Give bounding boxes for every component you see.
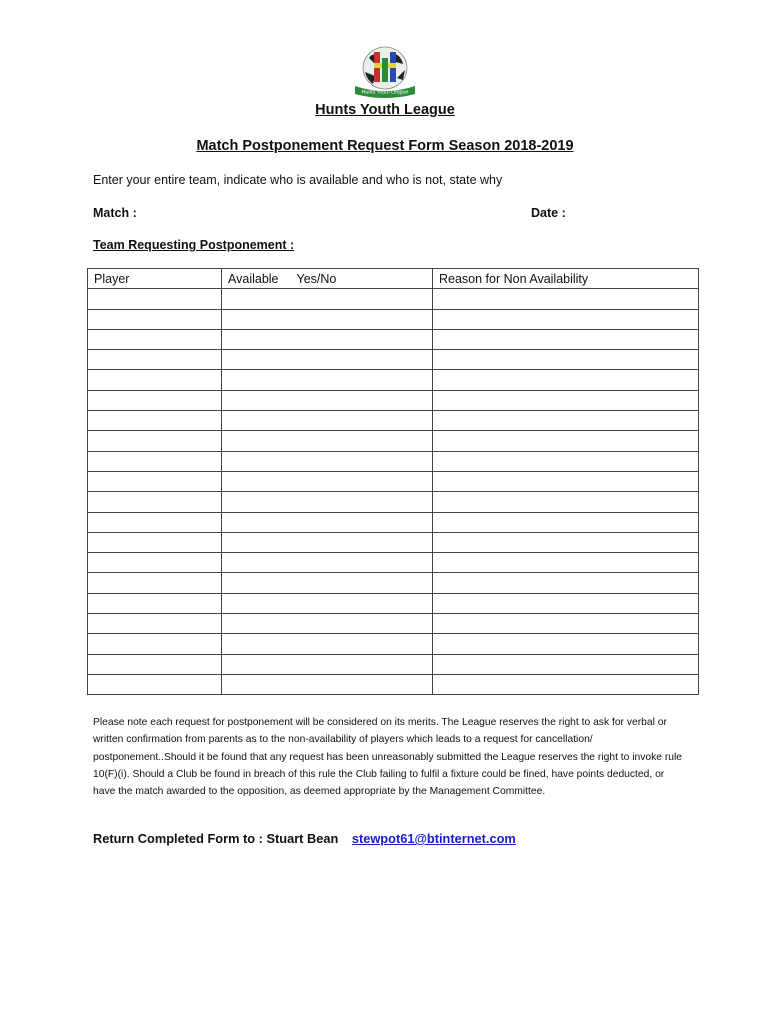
available-cell[interactable] (222, 309, 433, 329)
reason-cell[interactable] (433, 370, 699, 390)
table-row (88, 370, 699, 390)
player-cell[interactable] (88, 471, 222, 491)
player-cell[interactable] (88, 553, 222, 573)
available-cell[interactable] (222, 431, 433, 451)
table-row (88, 532, 699, 552)
available-cell[interactable] (222, 390, 433, 410)
player-cell[interactable] (88, 492, 222, 512)
yes-no-header-label: Yes/No (296, 271, 337, 286)
reason-cell[interactable] (433, 654, 699, 674)
available-cell[interactable] (222, 512, 433, 532)
available-cell[interactable] (222, 471, 433, 491)
postponement-note: Please note each request for postponement will be considered on its merits. The League reserves the right to ask for verbal or written confirmation from parents as to the non-availability of players which leads to a request for cancellation/ postponement..Should it be found that any request has been unreasonably submitted the League reserves the right to invoke rule 10(F)(i). Should a Club be found in breach of this rule the Club failing to fulfil a fixture could be fined, have points deducted, or have the match awarded to the opposition, as deemed appropriate by the Management Committee. (93, 717, 683, 798)
table-row (88, 674, 699, 694)
player-cell[interactable] (88, 634, 222, 654)
table-row (88, 593, 699, 613)
reason-cell[interactable] (433, 471, 699, 491)
player-cell[interactable] (88, 370, 222, 390)
table-row (88, 614, 699, 634)
available-cell[interactable] (222, 411, 433, 431)
return-instructions (93, 831, 516, 846)
table-row (88, 390, 699, 410)
available-cell[interactable] (222, 289, 433, 309)
player-cell[interactable] (88, 309, 222, 329)
available-cell[interactable] (222, 451, 433, 471)
reason-cell[interactable] (433, 329, 699, 349)
available-cell[interactable] (222, 674, 433, 694)
league-logo (349, 46, 421, 98)
player-cell[interactable] (88, 573, 222, 593)
reason-cell[interactable] (433, 390, 699, 410)
player-cell[interactable] (88, 674, 222, 694)
table-row (88, 654, 699, 674)
reason-cell[interactable] (433, 289, 699, 309)
available-cell[interactable] (222, 553, 433, 573)
reason-cell[interactable] (433, 350, 699, 370)
player-cell[interactable] (88, 451, 222, 471)
contact-email-link[interactable]: stewpot61@btinternet.com (351, 831, 516, 846)
available-cell[interactable] (222, 573, 433, 593)
table-row (88, 471, 699, 491)
date-label: Date : (531, 206, 566, 220)
instructions-text: Enter your entire team, indicate who is available and who is not, state why (93, 173, 503, 187)
table-row (88, 329, 699, 349)
table-row (88, 411, 699, 431)
return-label: Return Completed Form to : Stuart Bean (93, 831, 339, 846)
available-cell[interactable] (222, 492, 433, 512)
player-cell[interactable] (88, 411, 222, 431)
player-cell[interactable] (88, 329, 222, 349)
available-cell[interactable] (222, 634, 433, 654)
table-row (88, 289, 699, 309)
player-column-header: Player (88, 269, 222, 289)
table-row (88, 451, 699, 471)
match-label: Match : (93, 206, 137, 220)
table-row (88, 431, 699, 451)
player-rows (88, 289, 699, 695)
reason-cell[interactable] (433, 309, 699, 329)
available-header-label: Available (228, 271, 279, 286)
table-row (88, 492, 699, 512)
table-header-row (88, 269, 699, 289)
available-cell[interactable] (222, 614, 433, 634)
team-requesting-label: Team Requesting Postponement : (93, 238, 295, 252)
form-title: Match Postponement Request Form Season 2018-2019 (196, 138, 574, 154)
player-cell[interactable] (88, 390, 222, 410)
available-cell[interactable] (222, 329, 433, 349)
logo-text: Hunts Youth League (361, 89, 409, 96)
table-row (88, 350, 699, 370)
reason-cell[interactable] (433, 573, 699, 593)
table-row (88, 573, 699, 593)
player-cell[interactable] (88, 289, 222, 309)
player-cell[interactable] (88, 654, 222, 674)
reason-cell[interactable] (433, 451, 699, 471)
player-cell[interactable] (88, 350, 222, 370)
player-cell[interactable] (88, 593, 222, 613)
available-cell[interactable] (222, 370, 433, 390)
reason-column-header: Reason for Non Availability (433, 269, 699, 289)
table-row (88, 553, 699, 573)
player-cell[interactable] (88, 532, 222, 552)
reason-cell[interactable] (433, 553, 699, 573)
league-title: Hunts Youth League (315, 102, 455, 118)
available-cell[interactable] (222, 532, 433, 552)
available-column-header (222, 269, 433, 289)
player-cell[interactable] (88, 614, 222, 634)
available-cell[interactable] (222, 593, 433, 613)
reason-cell[interactable] (433, 674, 699, 694)
reason-cell[interactable] (433, 492, 699, 512)
reason-cell[interactable] (433, 431, 699, 451)
reason-cell[interactable] (433, 593, 699, 613)
player-availability-table (87, 268, 699, 695)
available-cell[interactable] (222, 654, 433, 674)
table-row (88, 512, 699, 532)
table-row (88, 634, 699, 654)
player-cell[interactable] (88, 512, 222, 532)
reason-cell[interactable] (433, 634, 699, 654)
player-cell[interactable] (88, 431, 222, 451)
reason-cell[interactable] (433, 614, 699, 634)
reason-cell[interactable] (433, 512, 699, 532)
reason-cell[interactable] (433, 411, 699, 431)
reason-cell[interactable] (433, 532, 699, 552)
available-cell[interactable] (222, 350, 433, 370)
table-row (88, 309, 699, 329)
